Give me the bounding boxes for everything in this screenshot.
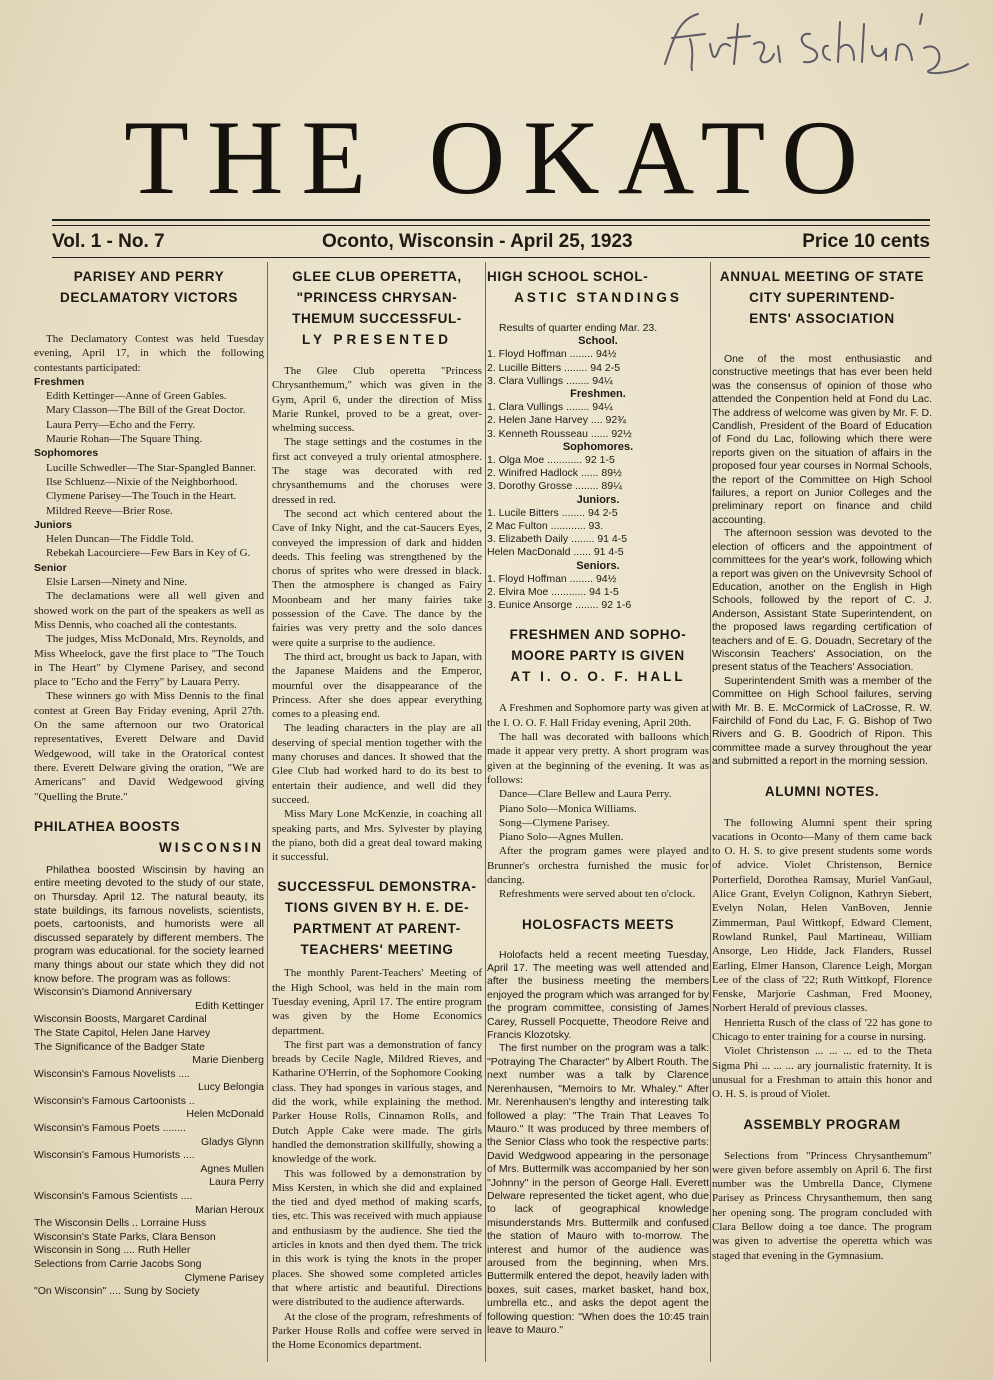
headline-demonstrations: SUCCESSFUL DEMONSTRA- TIONS GIVEN BY H. E. DE- PARTMENT AT PARENT- TEACHERS' MEETING (277, 879, 477, 958)
program-list: Wisconsin's Diamond Anniversary Edith Kettinger Wisconsin Boosts, Margaret Cardinal The State Capitol, Helen Jane Harvey The Significance of the Badger State Marie Dienberg Wisconsin's Famous Novelists .... Lucy Belongia Wisconsin's Famous Cartoonists .. Helen McDonald Wisconsin's Famous Poets ........ Gladys Glynn Wisconsin's Famous Humorists .... Agnes Mullen Laura Perry Wisconsin's Famous Scientists .... Marian Heroux The Wisconsin Dells .. Lorraine Huss Wisconsin's State Parks, Clara Benson Wisconsin in Song .... Ruth Heller Selections from Carrie Jacobs Song Clymene Parisey "On Wisconsin" .... Sung by Society (34, 986, 264, 1298)
masthead-rule (52, 225, 930, 226)
standing-row: 2. Winifred Hadlock ...... 89½ (487, 467, 622, 480)
standing-row: 3. Clara Vullings ........ 94¼ (487, 374, 613, 387)
standings-list: Results of quarter ending Mar. 23. School. 1. Floyd Hoffman ........ 94½ 2. Lucille Bitters ........ 94 2-5 3. Clara Vullings ........ 94¼ Freshmen. 1. Clara Vullings ........ 94¼ 2. Helen Jane Harvey .... 92¾ 3. Kenneth Rousseau ...... 92½ Sophomores. 1. Olga Moe ............ 92 1-5 2. Winifred Hadlock ...... 89½ 3. Dorothy Grosse ........ 89¼ Juniors. 1. Lucile Bitters ........ 94 2-5 2 Mac Fulton ............ 93. 3. Elizabeth Daily ........ 91 4-5 Helen MacDonald ...... 91 4-5 Seniors. 1. Floyd Hoffman ........ 94½ 2. Elvira Moe ............ 94 1-5 3. Eunice Ansorge ........ 92 1-6 (487, 322, 709, 612)
column-1 (34, 262, 264, 1362)
headline-declamatory: PARISEY AND PERRY DECLAMATORY VICTORS (60, 269, 238, 305)
header-rule (52, 257, 930, 258)
standing-row: 1. Floyd Hoffman ........ 94½ (487, 572, 617, 585)
handwritten-signature (650, 4, 980, 84)
standing-row: 3. Eunice Ansorge ........ 92 1-6 (487, 599, 632, 612)
standing-row: 2 Mac Fulton ............ 93. (487, 520, 604, 533)
column-rule (267, 262, 268, 1362)
volume-number: Vol. 1 - No. 7 (52, 231, 165, 252)
article-alumni: The following Alumni spent their spring vacations in Oconto—Many of them came back to O. H. S. to give present students some words of advice. Violet Christenson, Bernice Porterfield, Dorothea Ramsay, Muriel VanGaul, Alice Grant, Evelyn Colignon, Kathryn Siebert, Evelyn Nolan, Helen VanBoven, Jennie Zimmerman, Paul Wittkopf, Edward Clement, Rowland Runkel, Paul Martineau, William Ansorge, Leo Hidde, Jack Flanders, Russel Earling, Elmer Hanson, Clarence Leigh, Morgan Lee of the class of '22; Ruth Wittkopf, Florence Fenske, Marjorie Cashman, Fred Mooney, Norbert Herald of previous classes. Henrietta Rusch of the class of '22 has gone to Chicago to enter training for a course in nursing. Violet Christenson ... ... ... ed to the Theta Sigma Phi ... ... ... ary journalistic fraternity. It is unusual for a Freshman to attain this honor and O. H. S. is proud of Violet. (712, 816, 932, 1101)
article-philathea: Philathea boosted Wiscinsin by having an entire meeting devoted to the study of our state, on Thursday. April 12. The natural beauty, its state buildings, its famous novelists, scientists, poets, cartoonists, and humorists were all discussed separately by different members. The program was educational. for the society learned many things about our state which they did not know before. The program was as follows: Wisconsin's Diamond Anniversary Edith Kettinger Wisconsin Boosts, Margaret Cardinal The State Capitol, Helen Jane Harvey The Significance of the Badger State Marie Dienberg Wisconsin's Famous Novelists .... Lucy Belongia Wisconsin's Famous Cartoonists .. Helen McDonald Wisconsin's Famous Poets ........ Gladys Glynn Wisconsin's Famous Humorists .... Agnes Mullen Laura Perry Wisconsin's Famous Scientists .... Marian Heroux The Wisconsin Dells .. Lorraine Huss Wisconsin's State Parks, Clara Benson Wisconsin in Song .... Ruth Heller Selections from Carrie Jacobs Song Clymene Parisey "On Wisconsin" .... Sung by Society (34, 863, 264, 1298)
price: Price 10 cents (802, 231, 930, 252)
article-annual-meeting: One of the most enthusiastic and constructive meetings that has ever been held was the consensus of opinion of those who attended the Conpention held at Fond du Lac. The address of welcome was given by Mr. F. D. Candlish, President of the Board of Education of Fond du Lac, following which there were reports given on the situation of affairs in the proposed four year courses in Normal Schools, the report of the Committee on High School failures, a report on Junior Colleges and the preliminary report on finance and child accounting. The afternoon session was devoted to the election of officers and the appointment of committees for the year's work, following which a report was given on the Univevrsity School of Education, another on the English in High Schools, followed by the report of C. J. Anderson, Assistant State Superintendent, on the proposed laws regarding certification of teachers and of E. G. Douadn, Secretary of the Wisconsin Teachers' Association, on the present status of the Teachers' Association. Superintendent Smith was a member of the Committee on High School failures, serving with Mr. B. E. McCormick of LaCrosse, R. W. Fairchild of Fond du Lac, F. G. Bishop of Two Rivers and G. B. Goodrich of Ripon. This committee made a survey throughout the year and submitted a report in the morning session. (712, 353, 932, 768)
standing-row: 1. Lucile Bitters ........ 94 2-5 (487, 506, 618, 519)
masthead-title: THE OKATO (124, 99, 876, 216)
headline-standings: HIGH SCHOOL SCHOL- ASTIC STANDINGS (487, 269, 682, 305)
masthead-rule (52, 219, 930, 221)
article-demonstrations: The monthly Parent-Teachers' Meeting of the High School, was held in the main rom Tuesday evening, April 17. The entire program was given by the Home Economics department. The first part was a demonstration of fancy breads by Cecile Nagle, Mildred Rieves, and Katharine O'Herrin, of the Sophomore Cooking class. They had sponges in various stages, and did the work, while explaining the method. Parker House Rolls, Cinnamon Rolls, and Dutch Apple Cake were made. The girls handled the demonstration skillfully, showing a knowledge of the work. This was followed by a demonstration by Miss Kersten, in which she did and explained the tied and dyed method of making scarfs, ties, etc. This was received with much appiause and enthusiasm by the audience. She tied the articles in knots and then dyed them. The trick in this work is tying the knots in the proper places. She showed some completed articles that where artistic and beautiful. Directions were distributed to the audience afterwards. At the close of the program, refreshments of Parker House Rolls and coffee were served in the Home Economics department. (272, 967, 482, 1352)
standing-row: 2. Helen Jane Harvey .... 92¾ (487, 414, 626, 427)
column-rule (710, 262, 711, 1362)
article-glee-club: The Glee Club operetta "Princess Chrysanthemum," which was given in the Gym, April 6, under the direction of Miss Marie Runkel, proved to be a great, over-whelming success. The stage settings and the costumes in the first act conveyed a truly oriental atmosphere. The stage was decorated with red chrysanthemums and the choruses were dressed in red. The second act which centered about the Cave of Inky Night, and the cat-Saucers Eyes, conveyed the impression of dark and hidden deeds. This feeling was strengthened by the chorus of sprites who were dressed in black. Then the atmosphere is changed as Fairy Moonbeam and her many fairies take possession of the Cave. The dance by the fairies was very pretty and the solo dances were quite a surprise to the audience. The third act, brought us back to Japan, with the Japanese Maidens and the Emperor, mournful over the disappearance of the Princess. After she does appear everything comes to a pleasing end. The leading characters in the play are all deserving of special mention together with the many choruses and dances. It showed that the Glee Club had worked hard to do its best to entertain their audience, and well did they succeed. Miss Mary Lone McKenzie, in coaching all speaking parts, and Mrs. Sylvester by playing the piano, both did a great deal toward making it successful. (272, 365, 482, 864)
article-holofacts: Holofacts held a recent meeting Tuesday, April 17. The meeting was well attended and after the business meeting the members enjoyed the program which was arranged for by the program committee, consisting of James Carey, Russell Pocquette, Theodore Reive and Francis Klozotsky. The first number on the program was a talk: "Potraying The Character" by Albert Routh. The next number was a talk by Clarence Nerenhausen, "Memoirs to Mr. Whaley." After Mr. Nerenhausen's lengthy and interesting talk followed a play: "The Train That Leaves To Mauro." It was produced by three members of the Senior Class who took the respective parts: David Wedgwood appearing in the personage of Mrs. Buttermilk was accompanied by her son "Johnny" in the person of George Hall. Everett Delware represented the ticket agent, who due to lack of geographical knowledge misunderstands Mrs. Buttermilk and confused the station of Mauro with to-morrow. The interest and humor of the audience was aroused from the beginning, when Mrs. Buttermilk entered the depot, heavily laden with boxes, suit cases, market basket, hand box, umbrella etc., and asks the depot agent the following question: "When does the 10:45 train leave to Mauro." (487, 948, 709, 1336)
standing-row: 2. Elvira Moe ............ 94 1-5 (487, 586, 619, 599)
column-2 (272, 262, 482, 1362)
article-party: A Freshmen and Sophomore party was given at the I. O. O. F. Hall Friday evening, April 20th. The hall was decorated with balloons which made it appear very pretty. A short program was given at the beginning of the evening. It was as follows: Dance—Clare Bellew and Laura Perry. Piano Solo—Monica Williams. Song—Clymene Parisey. Piano Solo—Agnes Mullen. After the program games were played and Brunner's orchestra furnished the music for dancing. Refreshments were served about ten o'clock. (487, 702, 709, 901)
headline-glee-club: GLEE CLUB OPERETTA, "PRINCESS CHRYSAN- THEMUM SUCCESSFUL- LY PRESENTED (292, 269, 462, 347)
standing-row: 3. Elizabeth Daily ........ 91 4-5 (487, 533, 628, 546)
headline-assembly: ASSEMBLY PROGRAM (743, 1116, 901, 1132)
column-rule (485, 262, 486, 1362)
standing-row: Helen MacDonald ...... 91 4-5 (487, 546, 624, 559)
standing-row: 1. Floyd Hoffman ........ 94½ (487, 348, 617, 361)
headline-alumni: ALUMNI NOTES. (764, 783, 880, 799)
headline-philathea: PHILATHEA BOOSTS WISCONSIN (34, 818, 264, 855)
issue-info-bar (52, 229, 930, 255)
headline-holofacts: HOLOSFACTS MEETS (521, 916, 675, 932)
dateline: Oconto, Wisconsin - April 25, 1923 (322, 231, 633, 252)
column-4 (712, 262, 932, 1362)
article-declamatory: The Declamatory Contest was held Tuesday evening, April 17, in which the following contestants participated: Freshmen Edith Kettinger—Anne of Green Gables. Mary Classon—The Bill of the Great Doctor. Laura Perry—Echo and the Ferry. Maurie Rohan—The Square Thing. Sophomores Lucille Schwedler—The Star-Spangled Banner. Ilse Schluenz—Nixie of the Neighborhood. Clymene Parisey—The Touch in the Heart. Mildred Reeve—Brier Rose. Juniors Helen Duncan—The Fiddle Told. Rebekah Lacourciere—Few Bars in Key of G. Senior Elsie Larsen—Ninety and Nine. The declamations were all well given and showed work on the part of the speakers as well as Miss Dennis, who coached all the contestants. The judges, Miss McDonald, Mrs. Reynolds, and Miss Wheelock, gave the first place to "The Touch in The Heart" by Clymene Parisey, and second place to "Echo and the Ferry" by Lauara Perry. These winners go with Miss Dennis to the final contest at Green Bay Friday evening, April 27th. On the same afternoon our two Oratorical representatives, Everett Delware and David Wedgewood, will take in the Oratorical contest there. Everett Delware giving the oration, "We are Americans" and David Wedgewood giving "Quelling the Brute." (34, 333, 264, 803)
standing-row: 3. Dorothy Grosse ........ 89¼ (487, 480, 622, 493)
headline-annual-meeting: ANNUAL MEETING OF STATE CITY SUPERINTEND- ENTS' ASSOCIATION (719, 269, 925, 326)
standing-row: 3. Kenneth Rousseau ...... 92½ (487, 427, 632, 440)
headline-party: FRESHMEN AND SOPHO- MOORE PARTY IS GIVEN AT I. O. O. F. HALL (509, 627, 687, 685)
standing-row: 1. Olga Moe ............ 92 1-5 (487, 454, 615, 467)
program-item: Wisconsin's Diamond Anniversary (34, 986, 192, 999)
column-3 (487, 262, 709, 1362)
standing-row: 1. Clara Vullings ........ 94¼ (487, 401, 613, 414)
article-assembly: Selections from "Princess Chrysanthemum" were given before assembly on April 6. The first number was the Umbrella Dance, Clymene Parisey as Princess Chrysanthemum, then sang her opening song. The program concluded with Clara Bellow doing a toe dance. The program was given to advertise the operetta which was staged that evening in the Gymnasium. (712, 1149, 932, 1262)
standing-row: 2. Lucille Bitters ........ 94 2-5 (487, 361, 621, 374)
